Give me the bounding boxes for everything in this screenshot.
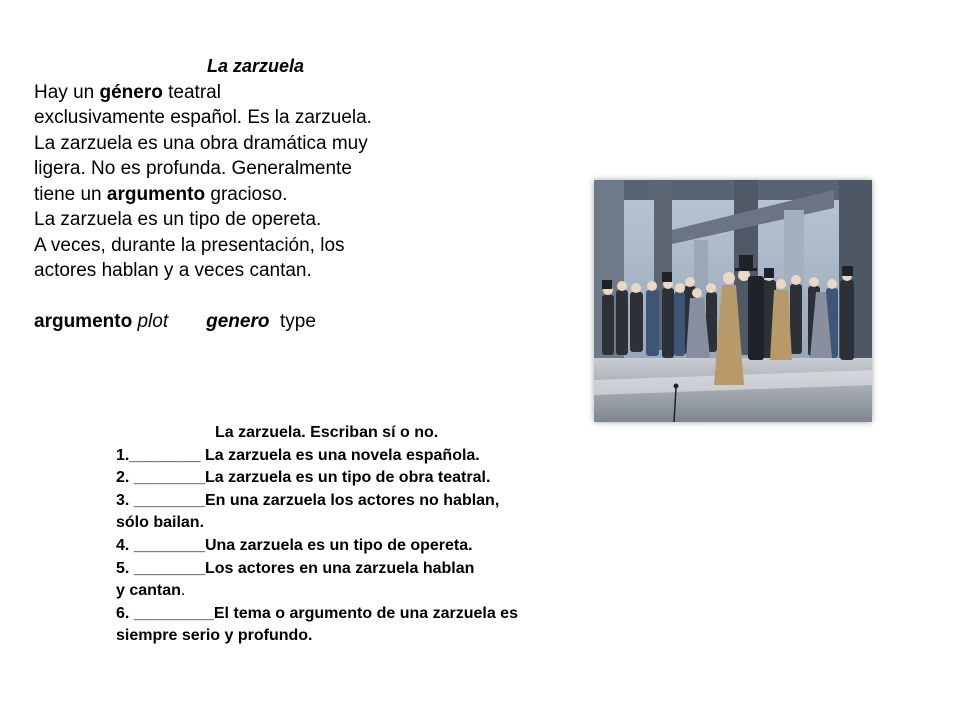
- exercise-text: y cantan: [116, 582, 181, 600]
- vocab-translation-plot: plot: [137, 311, 169, 332]
- passage-text: Hay un: [34, 81, 100, 103]
- vocab-word-genero: genero: [206, 311, 270, 332]
- spacer: [34, 284, 434, 310]
- exercise-item-6: 6. _________El tema o argumento de una zarzuela es: [116, 604, 518, 622]
- passage-line-3: La zarzuela es una obra dramática muy: [34, 132, 368, 154]
- exercise-section: [116, 422, 596, 648]
- zarzuela-stage-photo: [594, 180, 872, 422]
- passage-line-6: La zarzuela es un tipo de opereta.: [34, 209, 322, 230]
- exercise-item-5-continued: [116, 580, 596, 603]
- passage-line-7: A veces, durante la presentación, los: [34, 234, 345, 256]
- passage-line-8: actores hablan y a veces cantan.: [34, 260, 312, 281]
- passage-line-5: [34, 182, 434, 208]
- vocabulary-glossary: [34, 309, 434, 335]
- passage-text: tiene un: [34, 183, 107, 205]
- reading-passage: [34, 54, 434, 335]
- exercise-title: La zarzuela. Escriban sí o no.: [215, 424, 439, 441]
- passage-text: teatral: [162, 81, 221, 103]
- exercise-item-6-continued: siempre serio y profundo.: [116, 627, 313, 645]
- exercise-item-4: 4. ________Una zarzuela es un tipo de opereta.: [116, 536, 473, 554]
- vocab-highlight-argumento: argumento: [106, 183, 206, 205]
- exercise-item-2: 2. ________La zarzuela es un tipo de obra teatral.: [116, 469, 491, 487]
- vocab-highlight-genero: género: [99, 81, 163, 103]
- vocab-word-argumento: argumento: [34, 311, 133, 332]
- passage-title: La zarzuela: [207, 56, 305, 76]
- exercise-period: .: [180, 582, 186, 600]
- passage-line-1: [34, 80, 434, 106]
- exercise-item-3-continued: sólo bailan.: [116, 514, 205, 532]
- passage-line-4: ligera. No es profunda. Generalmente: [34, 158, 352, 179]
- vocab-translation-type: type: [280, 311, 316, 332]
- exercise-item-3: 3. ________En una zarzuela los actores no hablan,: [116, 491, 500, 509]
- passage-line-2: exclusivamente español. Es la zarzuela.: [34, 107, 372, 128]
- passage-text: gracioso.: [205, 183, 288, 205]
- exercise-item-5: 5. ________Los actores en una zarzuela hablan: [116, 559, 475, 577]
- exercise-item-1: 1.________ La zarzuela es una novela española.: [116, 446, 480, 464]
